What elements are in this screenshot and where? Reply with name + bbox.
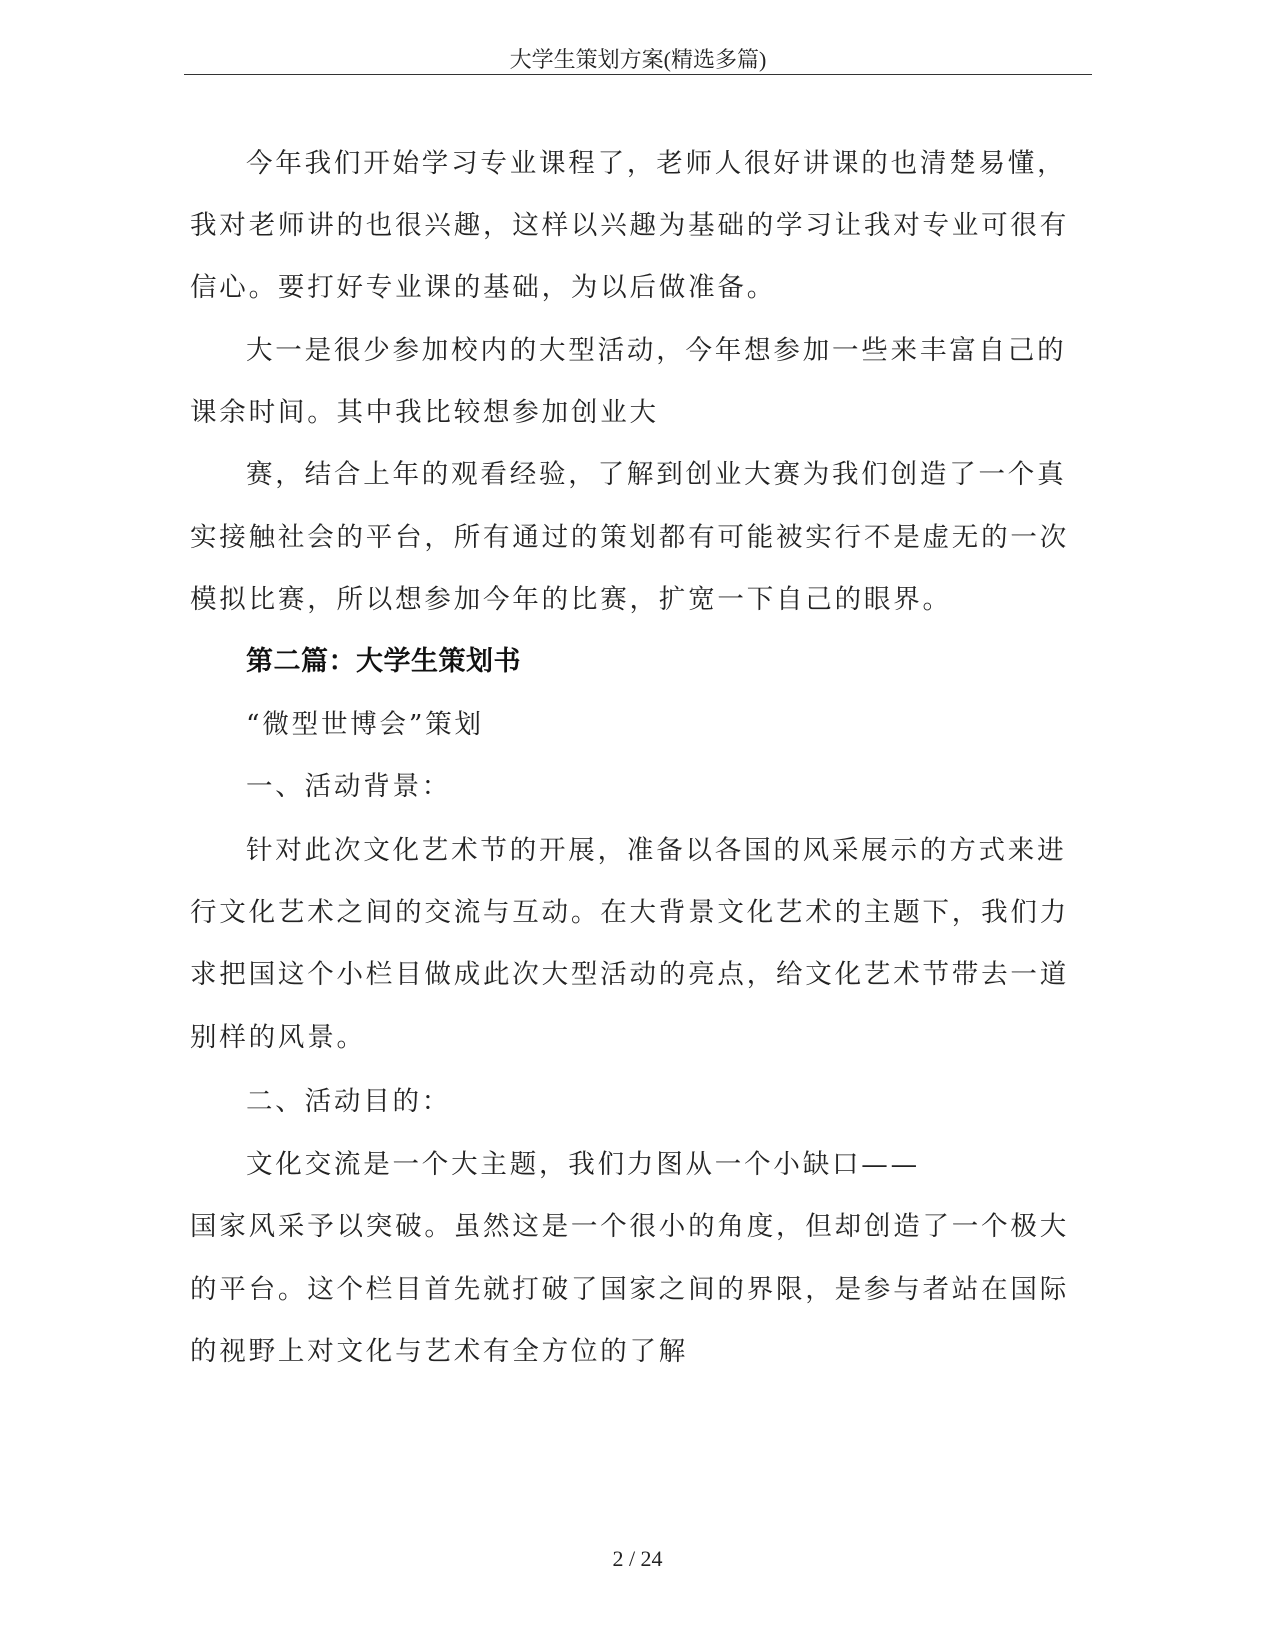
document-title: 大学生策划方案(精选多篇)	[509, 47, 767, 72]
paragraph-line: 行文化艺术之间的交流与互动。在大背景文化艺术的主题下，我们力	[190, 897, 1069, 928]
paragraph-line: 文化交流是一个大主题，我们力图从一个小缺口——	[246, 1149, 920, 1180]
section-heading: 第二篇：大学生策划书	[246, 646, 521, 677]
paragraph-line: 国家风采予以突破。虽然这是一个很小的角度，但却创造了一个极大	[190, 1211, 1069, 1242]
paragraph-line: 信心。要打好专业课的基础，为以后做准备。	[190, 272, 776, 303]
paragraph-line: 一、活动背景：	[246, 771, 452, 802]
page-number: 2 / 24	[612, 1546, 663, 1571]
paragraph-line: 实接触社会的平台，所有通过的策划都有可能被实行不是虚无的一次	[190, 522, 1069, 553]
paragraph-line: 赛，结合上年的观看经验，了解到创业大赛为我们创造了一个真	[246, 459, 1067, 490]
paragraph-line: 针对此次文化艺术节的开展，准备以各国的风采展示的方式来进	[246, 835, 1067, 866]
paragraph-line: 别样的风景。	[190, 1022, 366, 1053]
paragraph-line: 的平台。这个栏目首先就打破了国家之间的界限，是参与者站在国际	[190, 1274, 1069, 1305]
paragraph-line: “微型世博会”策划	[246, 709, 484, 740]
paragraph-line: 模拟比赛，所以想参加今年的比赛，扩宽一下自己的眼界。	[190, 584, 952, 615]
paragraph-line: 今年我们开始学习专业课程了，老师人很好讲课的也清楚易懂，	[246, 148, 1067, 179]
paragraph-line: 求把国这个小栏目做成此次大型活动的亮点，给文化艺术节带去一道	[190, 959, 1069, 990]
paragraph-line: 大一是很少参加校内的大型活动，今年想参加一些来丰富自己的	[246, 335, 1067, 366]
paragraph-line: 的视野上对文化与艺术有全方位的了解	[190, 1336, 689, 1367]
paragraph-line: 我对老师讲的也很兴趣，这样以兴趣为基础的学习让我对专业可很有	[190, 210, 1069, 241]
paragraph-line: 课余时间。其中我比较想参加创业大	[190, 397, 659, 428]
paragraph-line: 二、活动目的：	[246, 1086, 452, 1117]
page-header	[184, 40, 1092, 75]
